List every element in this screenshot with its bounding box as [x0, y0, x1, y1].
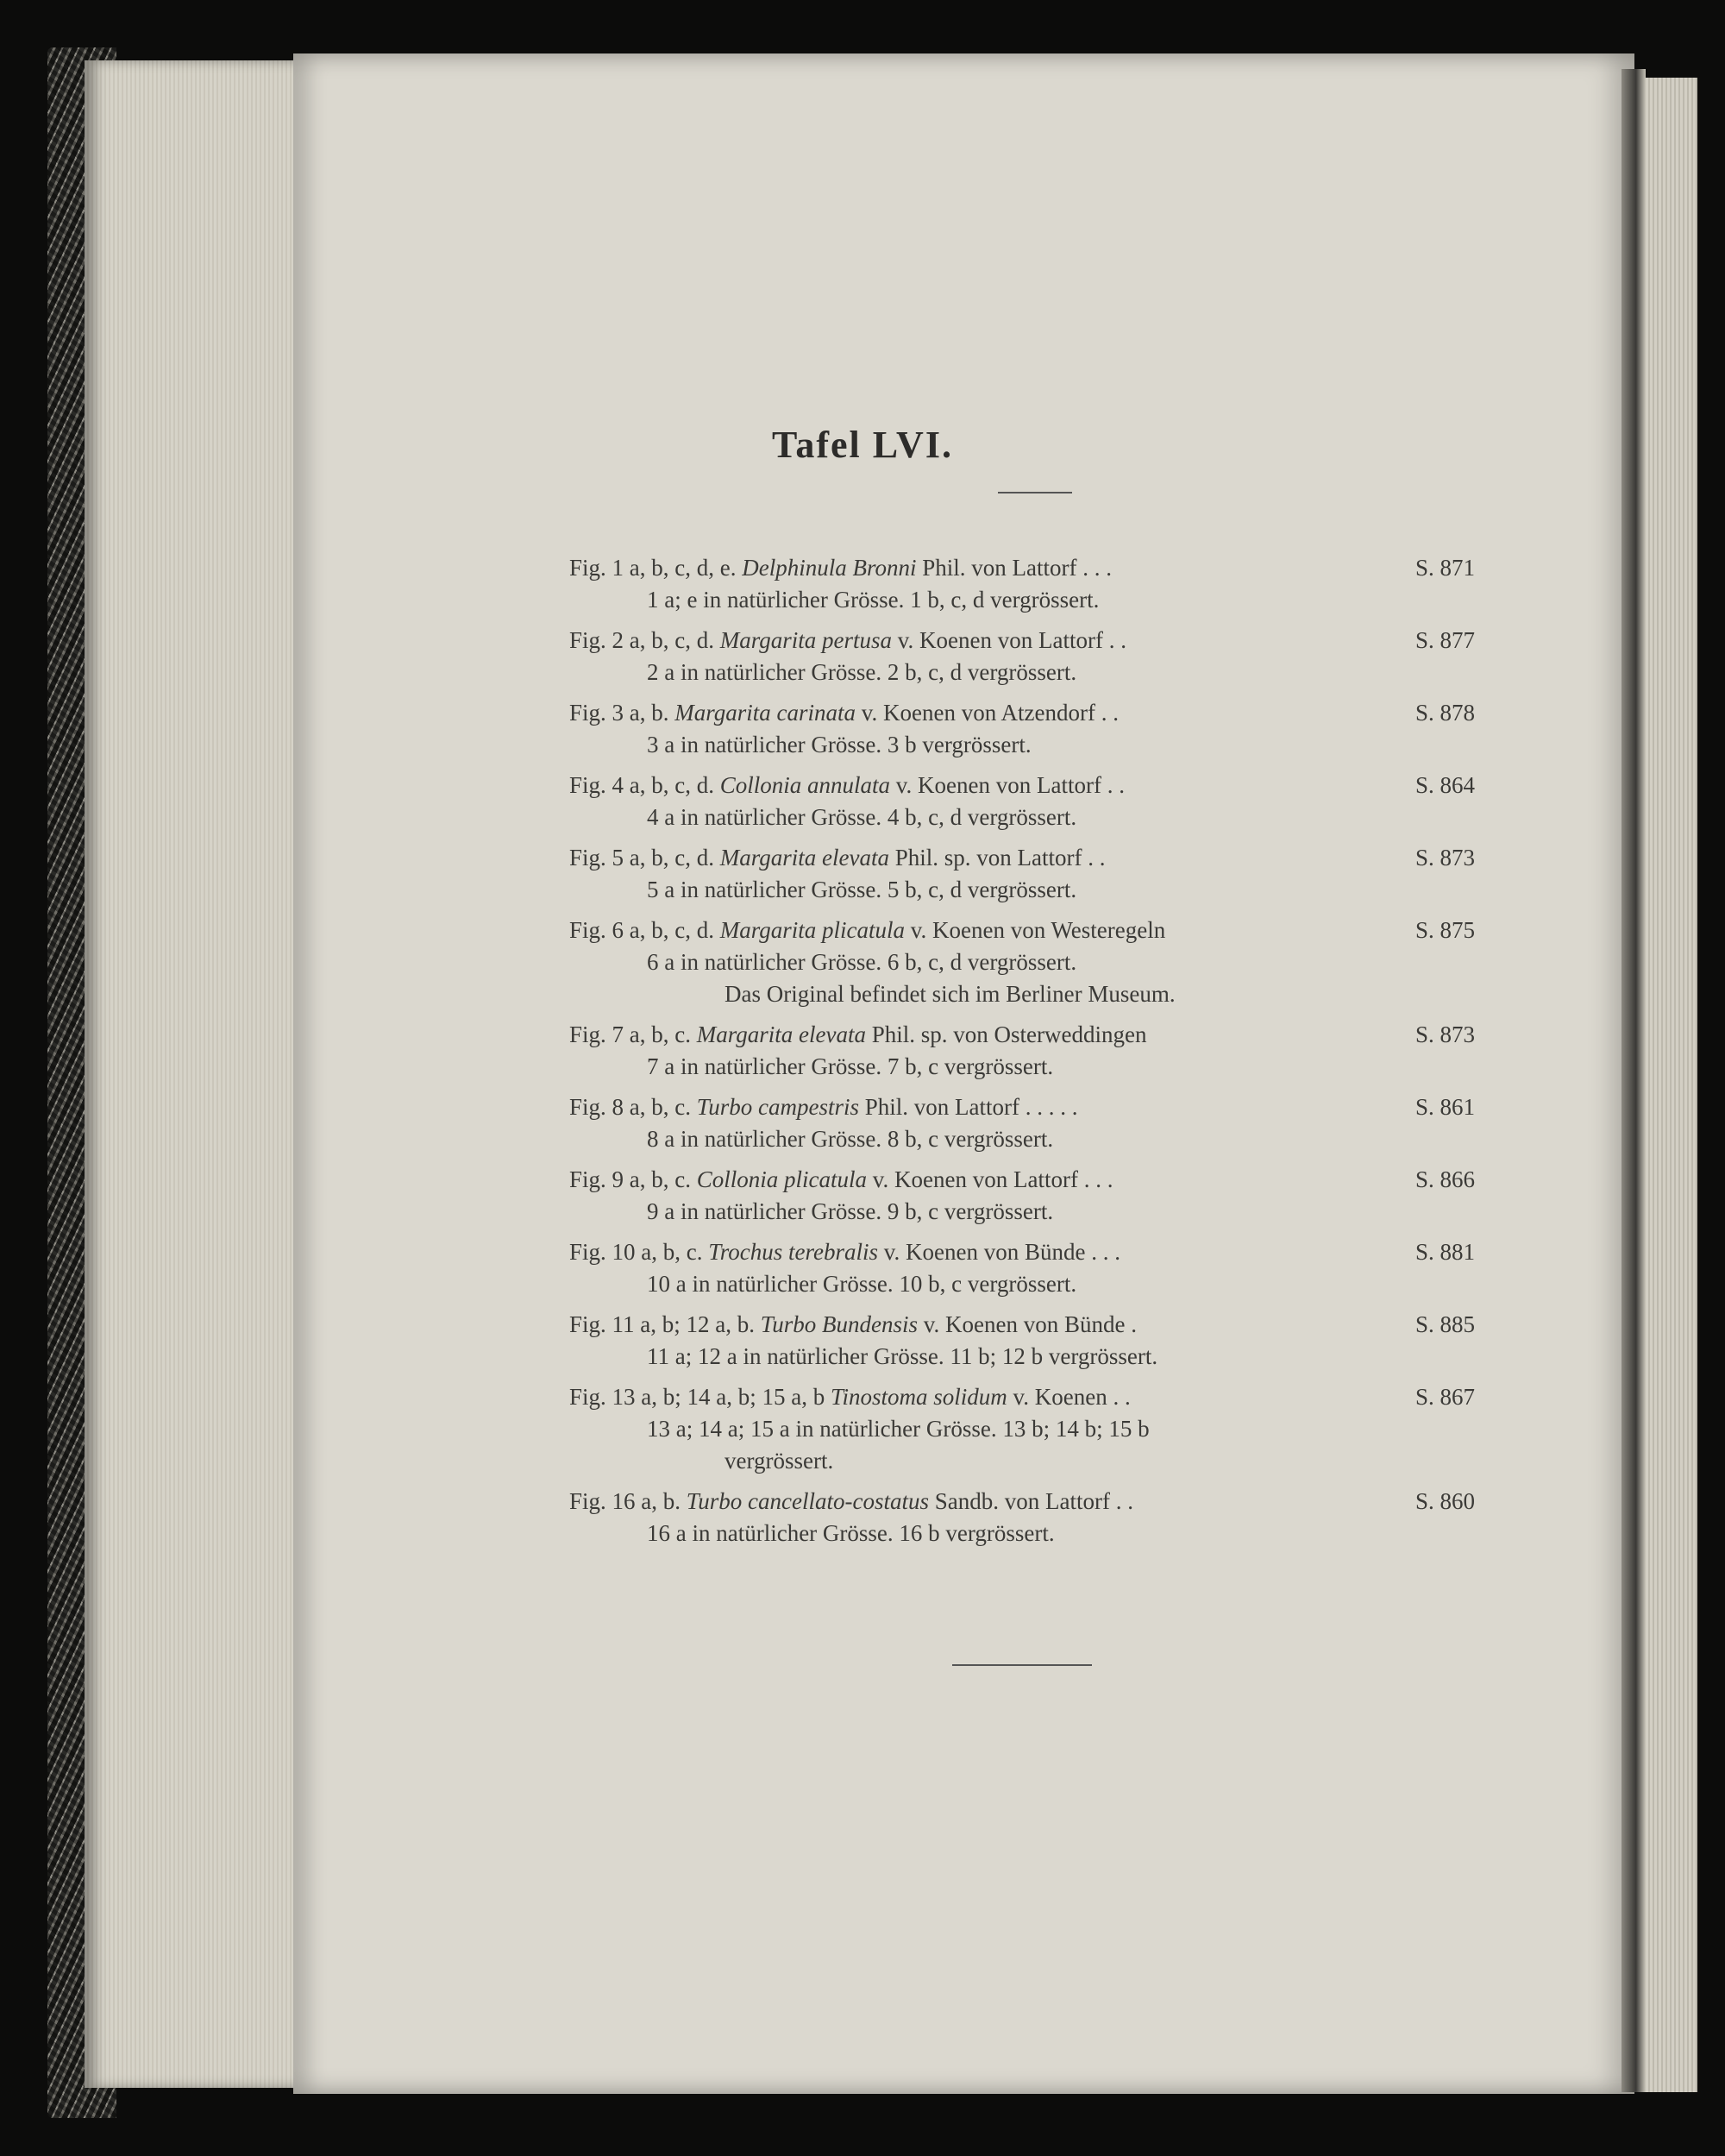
size-note: 4 a in natürlicher Grösse. 4 b, c, d vergrössert. [647, 804, 1077, 830]
size-note: 10 a in natürlicher Grösse. 10 b, c vergrössert. [647, 1271, 1077, 1297]
figure-label: Fig. [569, 1239, 606, 1265]
page-edges-right [1646, 78, 1697, 2092]
legend-description [569, 1164, 1475, 1196]
page-reference: S. 875 [1414, 917, 1475, 943]
figure-parts: 16 a, b. [612, 1488, 681, 1514]
page-reference: S. 861 [1414, 1094, 1475, 1120]
figure-label: Fig. [569, 700, 606, 726]
page-reference: S. 878 [1414, 700, 1475, 726]
species-name: Turbo Bundensis [760, 1311, 919, 1337]
species-name: Margarita carinata [674, 700, 856, 726]
figure-label: Fig. [569, 627, 606, 653]
author-locality: v. Koenen von Lattorf . . . [872, 1166, 1113, 1192]
author-locality: v. Koenen von Bünde . . . [883, 1239, 1120, 1265]
size-note: 16 a in natürlicher Grösse. 16 b vergrössert. [647, 1520, 1055, 1546]
page-edges-left [85, 60, 309, 2088]
figure-parts: 7 a, b, c. [612, 1021, 691, 1047]
legend-entry-heading [569, 1309, 1475, 1341]
legend-description [569, 770, 1475, 801]
species-name: Margarita pertusa [719, 627, 893, 653]
size-note: 1 a; e in natürlicher Grösse. 1 b, c, d vergrössert. [647, 587, 1100, 613]
figure-parts: 10 a, b, c. [612, 1239, 703, 1265]
legend-entry [569, 1164, 1475, 1228]
legend-description [569, 1236, 1475, 1268]
extra-note: Das Original befindet sich im Berliner Museum. [724, 981, 1176, 1007]
author-locality: Phil. sp. von Lattorf . . [894, 845, 1106, 871]
legend-entry-heading [569, 1381, 1475, 1413]
species-name: Tinostoma solidum [831, 1384, 1007, 1410]
species-name: Trochus terebralis [708, 1239, 879, 1265]
legend-description [569, 1486, 1475, 1518]
legend-description [569, 842, 1475, 874]
author-locality: v. Koenen von Westeregeln [910, 917, 1166, 943]
size-note: 8 a in natürlicher Grösse. 8 b, c vergrössert. [647, 1126, 1054, 1152]
legend-entry [569, 1236, 1475, 1300]
title-rule [998, 492, 1072, 493]
page-reference: S. 885 [1414, 1311, 1475, 1337]
figure-label: Fig. [569, 1021, 606, 1047]
figure-label: Fig. [569, 1488, 606, 1514]
page-reference: S. 860 [1414, 1488, 1475, 1514]
figure-label: Fig. [569, 1384, 606, 1410]
legend-entry [569, 625, 1475, 688]
legend-entry [569, 1091, 1475, 1155]
species-name: Margarita plicatula [719, 917, 905, 943]
author-locality: Phil. von Lattorf . . . [922, 555, 1112, 581]
size-note: 6 a in natürlicher Grösse. 6 b, c, d vergrössert. [647, 949, 1077, 975]
legend-entry-heading [569, 625, 1475, 657]
species-name: Turbo campestris [696, 1094, 860, 1120]
author-locality: v. Koenen von Atzendorf . . [861, 700, 1119, 726]
figure-parts: 6 a, b, c, d. [612, 917, 714, 943]
legend-description [569, 1309, 1475, 1341]
author-locality: v. Koenen von Lattorf . . [895, 772, 1125, 798]
legend-entry [569, 1381, 1475, 1477]
legend-entry [569, 552, 1475, 616]
author-locality: Phil. von Lattorf . . . . . [864, 1094, 1078, 1120]
figure-label: Fig. [569, 555, 606, 581]
figure-parts: 3 a, b. [612, 700, 669, 726]
page-reference: S. 881 [1414, 1239, 1475, 1265]
page-reference: S. 873 [1414, 1021, 1475, 1047]
legend-entry [569, 842, 1475, 906]
page-reference: S. 864 [1414, 772, 1475, 798]
figure-parts: 11 a, b; 12 a, b. [612, 1311, 755, 1337]
legend-entry [569, 1309, 1475, 1373]
figure-label: Fig. [569, 1311, 606, 1337]
end-rule [952, 1664, 1092, 1666]
legend-description [569, 1019, 1475, 1051]
size-note: 9 a in natürlicher Grösse. 9 b, c vergrössert. [647, 1198, 1054, 1224]
figure-parts: 8 a, b, c. [612, 1094, 691, 1120]
species-name: Delphinula Bronni [742, 555, 917, 581]
legend-entry-heading [569, 842, 1475, 874]
figure-parts: 5 a, b, c, d. [612, 845, 714, 871]
size-note: 2 a in natürlicher Grösse. 2 b, c, d vergrössert. [647, 659, 1077, 685]
figure-label: Fig. [569, 917, 606, 943]
legend-entry-heading [569, 552, 1475, 584]
legend-entry [569, 915, 1475, 1010]
author-locality: v. Koenen von Lattorf . . [897, 627, 1126, 653]
figure-parts: 1 a, b, c, d, e. [612, 555, 737, 581]
author-locality: v. Koenen von Bünde . [923, 1311, 1137, 1337]
legend-description [569, 552, 1475, 584]
legend-entry-heading [569, 697, 1475, 729]
extra-note: vergrössert. [724, 1448, 834, 1474]
author-locality: v. Koenen . . [1013, 1384, 1131, 1410]
legend-description [569, 625, 1475, 657]
legend-entry-heading [569, 1019, 1475, 1051]
book-gutter [1622, 69, 1646, 2092]
species-name: Turbo cancellato-costatus [686, 1488, 929, 1514]
size-note: 3 a in natürlicher Grösse. 3 b vergrössert. [647, 732, 1032, 757]
figure-label: Fig. [569, 1094, 606, 1120]
legend-entry [569, 697, 1475, 761]
legend-entry [569, 1019, 1475, 1083]
size-note: 5 a in natürlicher Grösse. 5 b, c, d vergrössert. [647, 877, 1077, 902]
species-name: Margarita elevata [696, 1021, 866, 1047]
legend-entry-heading [569, 1164, 1475, 1196]
figure-parts: 2 a, b, c, d. [612, 627, 714, 653]
legend-entry-heading [569, 915, 1475, 946]
figure-label: Fig. [569, 772, 606, 798]
figure-parts: 13 a, b; 14 a, b; 15 a, b [612, 1384, 825, 1410]
species-name: Collonia annulata [719, 772, 891, 798]
figure-label: Fig. [569, 845, 606, 871]
size-note: 7 a in natürlicher Grösse. 7 b, c vergrössert. [647, 1053, 1054, 1079]
author-locality: Sandb. von Lattorf . . [934, 1488, 1133, 1514]
legend-entry [569, 1486, 1475, 1549]
legend-description [569, 1381, 1475, 1413]
legend-description [569, 915, 1475, 946]
page-reference: S. 871 [1414, 555, 1475, 581]
species-name: Collonia plicatula [696, 1166, 868, 1192]
page-reference: S. 877 [1414, 627, 1475, 653]
legend-entry-heading [569, 1486, 1475, 1518]
page-reference: S. 866 [1414, 1166, 1475, 1192]
page-title: Tafel LVI. [772, 424, 953, 466]
legend-entry-heading [569, 770, 1475, 801]
legend-entry-heading [569, 1091, 1475, 1123]
page-reference: S. 867 [1414, 1384, 1475, 1410]
plate-legend-list [569, 552, 1475, 1558]
figure-parts: 9 a, b, c. [612, 1166, 691, 1192]
legend-description [569, 697, 1475, 729]
size-note: 13 a; 14 a; 15 a in natürlicher Grösse. 13 b; 14 b; 15 b [647, 1416, 1150, 1442]
legend-entry-heading [569, 1236, 1475, 1268]
figure-label: Fig. [569, 1166, 606, 1192]
species-name: Margarita elevata [719, 845, 889, 871]
figure-parts: 4 a, b, c, d. [612, 772, 714, 798]
size-note: 11 a; 12 a in natürlicher Grösse. 11 b; 12 b vergrössert. [647, 1343, 1158, 1369]
legend-entry [569, 770, 1475, 833]
author-locality: Phil. sp. von Osterweddingen [871, 1021, 1147, 1047]
legend-description [569, 1091, 1475, 1123]
page-reference: S. 873 [1414, 845, 1475, 871]
